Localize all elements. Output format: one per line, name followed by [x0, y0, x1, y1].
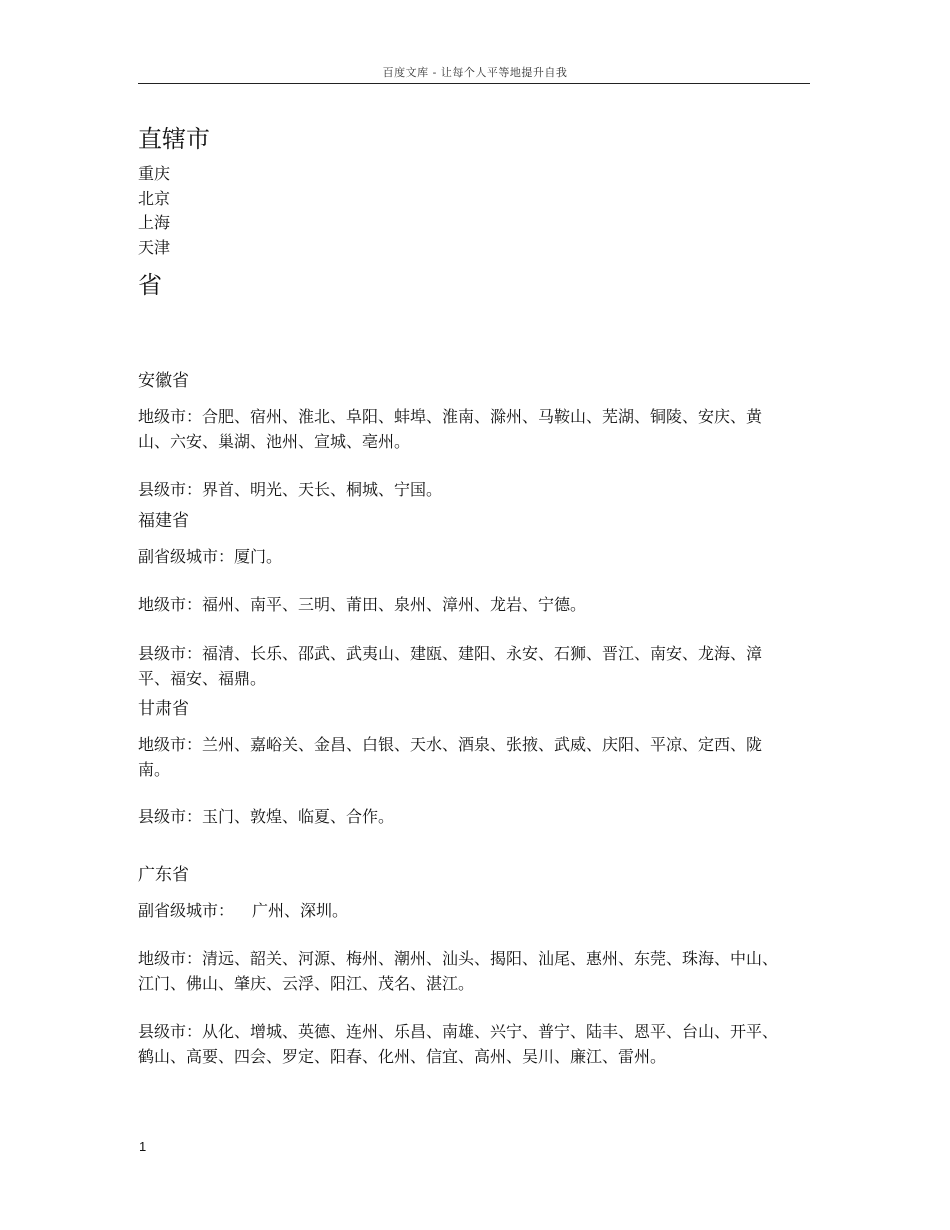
subprovincial-city-list: [138, 898, 778, 923]
province-name: 福建省: [138, 511, 189, 531]
prefecture-city-list: 地级市：清远、韶关、河源、梅州、潮州、汕头、揭阳、汕尾、惠州、东莞、珠海、中山、江门、佛山、肇庆、云浮、阳江、茂名、湛江。: [138, 949, 779, 993]
province-anhui: [138, 368, 778, 502]
document-header: 百度文库 - 让每个人平等地提升自我: [382, 66, 568, 79]
direct-city-list: [138, 162, 778, 260]
prefecture-city-list: 地级市：合肥、宿州、淮北、阜阳、蚌埠、淮南、滁州、马鞍山、芜湖、铜陵、安庆、黄山、六安、巢湖、池州、宣城、亳州。: [138, 407, 763, 451]
county-city-list: 县级市：界首、明光、天长、桐城、宁国。: [138, 480, 443, 499]
province-name: 广东省: [138, 865, 189, 885]
subprovincial-value: 广州、深圳。: [252, 901, 349, 920]
list-item: 重庆: [138, 164, 171, 183]
province-name: 甘肃省: [138, 699, 189, 719]
section-heading-provinces: 省: [138, 271, 162, 299]
document-body: [138, 122, 778, 1069]
list-item: 天津: [138, 237, 171, 257]
list-item: 北京: [138, 188, 171, 208]
header-divider: [138, 83, 810, 84]
subprovincial-label: 副省级城市：: [138, 901, 235, 920]
subprovincial-city-list: 副省级城市：厦门。: [138, 547, 283, 566]
section-heading-direct-cities: 直辖市: [138, 125, 210, 153]
prefecture-city-list: 地级市：兰州、嘉峪关、金昌、白银、天水、酒泉、张掖、武威、庆阳、平凉、定西、陇南。: [138, 735, 763, 779]
county-city-list: 县级市：从化、增城、英德、连州、乐昌、南雄、兴宁、普宁、陆丰、恩平、台山、开平、鹤山、高要、四会、罗定、阳春、化州、信宜、高州、吴川、廉江、雷州。: [138, 1022, 779, 1066]
province-guangdong: [138, 862, 778, 1069]
province-name: 安徽省: [138, 371, 189, 391]
page-number: 1: [139, 1139, 147, 1154]
prefecture-city-list: 地级市：福州、南平、三明、莆田、泉州、漳州、龙岩、宁德。: [138, 595, 587, 614]
list-item: 上海: [138, 213, 171, 232]
county-city-list: 县级市：玉门、敦煌、临夏、合作。: [138, 807, 395, 826]
province-gansu: [138, 696, 778, 829]
county-city-list: 县级市：福清、长乐、邵武、武夷山、建瓯、建阳、永安、石狮、晋江、南安、龙海、漳平、福安、福鼎。: [138, 644, 763, 688]
province-fujian: [138, 508, 778, 691]
